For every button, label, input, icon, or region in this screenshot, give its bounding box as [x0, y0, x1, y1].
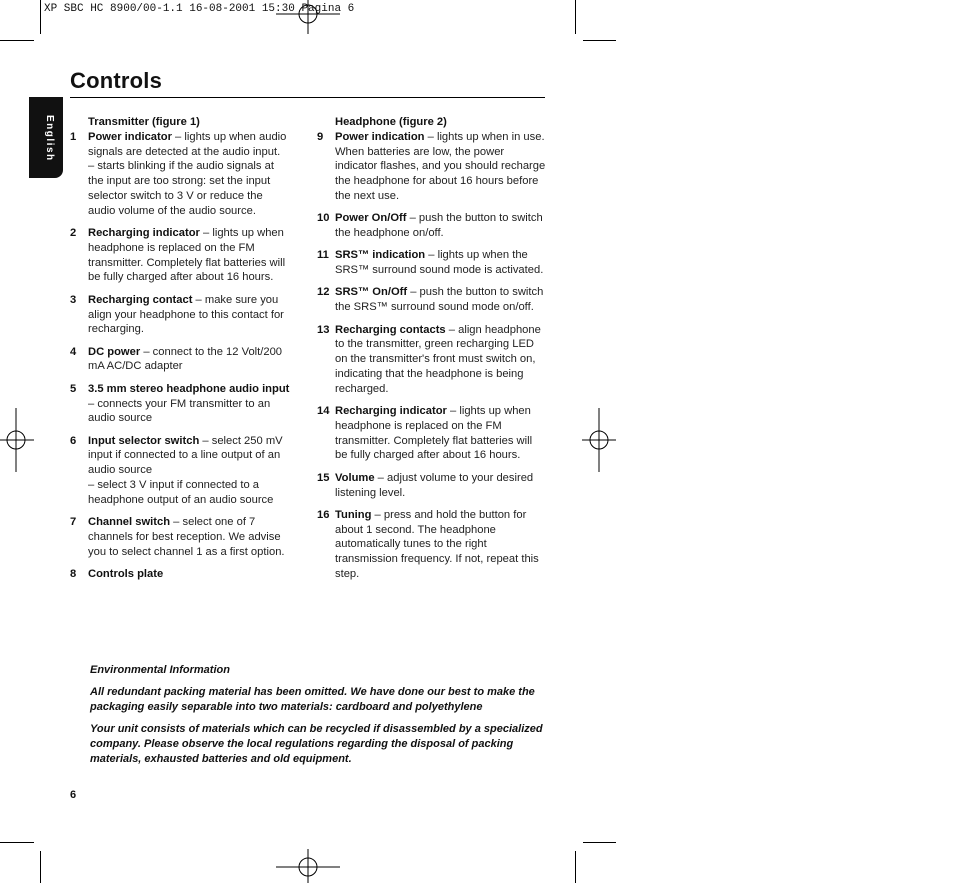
headphone-heading: Headphone (figure 2)	[335, 116, 447, 128]
item-term: Recharging indicator	[88, 227, 200, 240]
list-item	[70, 345, 292, 375]
item-number: 5	[70, 382, 77, 395]
registration-mark-top	[276, 0, 340, 34]
headphone-list	[317, 130, 547, 582]
transmitter-heading: Transmitter (figure 1)	[88, 116, 200, 128]
item-body	[335, 471, 547, 501]
item-description: – select 250 mV input if connected to a line output of an audio source	[88, 434, 283, 477]
transmitter-column	[70, 115, 292, 589]
title-rule	[70, 97, 545, 98]
language-tab	[29, 97, 63, 178]
item-description: – make sure you align your headphone to this contact for recharging.	[88, 293, 284, 336]
list-item	[70, 130, 292, 219]
item-body	[335, 211, 547, 241]
crop-mark	[0, 842, 34, 843]
item-term: DC power	[88, 345, 141, 358]
item-body	[335, 285, 547, 315]
page-number: 6	[70, 789, 77, 801]
item-description: – connect to the 12 Volt/200 mA AC/DC adapter	[88, 345, 283, 373]
list-item	[317, 508, 547, 582]
item-number: 14	[317, 405, 330, 418]
item-term: Recharging contacts	[335, 323, 446, 336]
item-description: – press and hold the button for about 1 second. The headphone automatically tunes to the right transmission frequency. If not, repeat this step.	[335, 508, 539, 581]
list-item	[317, 248, 547, 278]
item-body	[335, 248, 547, 278]
item-term: Recharging contact	[88, 293, 193, 306]
item-body	[335, 323, 547, 397]
item-number: 8	[70, 568, 77, 581]
list-item	[317, 211, 547, 241]
item-number: 1	[70, 130, 77, 143]
item-body	[335, 130, 547, 204]
item-description: – push the button to switch the headphone on/off.	[335, 212, 543, 240]
item-term: SRS™ indication	[335, 249, 426, 262]
item-description: – lights up when the SRS™ surround sound mode is activated.	[335, 249, 544, 277]
list-item	[317, 285, 547, 315]
item-number: 9	[317, 130, 324, 143]
page-title: Controls	[70, 68, 163, 93]
item-number: 10	[317, 212, 330, 225]
item-body	[335, 404, 547, 463]
item-term: Recharging indicator	[335, 405, 447, 418]
item-number: 6	[70, 434, 77, 447]
list-item	[70, 226, 292, 285]
crop-mark	[40, 851, 41, 883]
item-term: Power indicator	[88, 130, 172, 143]
item-body	[88, 293, 292, 337]
headphone-column	[317, 115, 547, 589]
item-description: – adjust volume to your desired listening level.	[335, 471, 534, 499]
item-number: 13	[317, 323, 330, 336]
item-number: 2	[70, 227, 77, 240]
item-description: – connects your FM transmitter to an audio source	[88, 397, 271, 425]
transmitter-list	[70, 130, 292, 582]
item-term: 3.5 mm stereo headphone audio input	[88, 382, 290, 395]
item-body	[88, 567, 292, 582]
list-item	[317, 404, 547, 463]
registration-mark-left	[0, 408, 34, 472]
item-description: – select one of 7 channels for best reception. We advise you to select channel 1 as a first option.	[88, 516, 285, 558]
item-number: 4	[70, 345, 77, 358]
item-term: Power indication	[335, 130, 425, 143]
item-extra-note: – starts blinking if the audio signals at the input are too strong: set the input selector switch to 3 V or reduce the audio volume of the audio source.	[88, 160, 274, 217]
item-description: – lights up when audio signals are detected at the audio input.	[88, 130, 287, 158]
registration-mark-right	[582, 408, 616, 472]
item-body	[335, 508, 547, 582]
item-number: 7	[70, 516, 77, 529]
item-term: Power On/Off	[335, 212, 407, 225]
crop-mark	[575, 851, 576, 883]
list-item	[317, 323, 547, 397]
list-item	[70, 293, 292, 337]
registration-mark-bottom	[276, 849, 340, 883]
item-term: Controls plate	[88, 568, 164, 581]
crop-mark	[583, 842, 616, 843]
environmental-paragraph-2: Your unit consists of materials which can be recycled if disassembled by a specialized company. Please observe the local regulations regarding the disposal of packing materials, exhausted batteries and old equipment.	[90, 723, 543, 765]
item-term: Volume	[335, 471, 375, 484]
list-item	[317, 471, 547, 501]
item-body	[88, 130, 292, 219]
item-number: 12	[317, 286, 330, 299]
item-number: 15	[317, 471, 330, 484]
item-description: – push the button to switch the SRS™ surround sound mode on/off.	[335, 286, 544, 314]
list-item	[70, 515, 292, 559]
item-term: Channel switch	[88, 516, 171, 529]
item-body	[88, 226, 292, 285]
list-item	[70, 434, 292, 508]
item-number: 16	[317, 508, 330, 521]
item-number: 3	[70, 293, 77, 306]
item-term: SRS™ On/Off	[335, 286, 408, 299]
crop-mark	[575, 0, 576, 34]
crop-mark	[0, 40, 34, 41]
item-description: – align headphone to the transmitter, green recharging LED on the transmitter's front must switch on, indicating that the headphone is being recharged.	[335, 323, 541, 395]
item-description: – lights up when headphone is replaced on the FM transmitter. Completely flat batteries will be fully charged after about 16 hours.	[88, 227, 286, 284]
print-header: XP SBC HC 8900/00-1.1 16-08-2001 15:30 Pagina 6	[44, 3, 355, 15]
environmental-paragraph-1: All redundant packing material has been omitted. We have done our best to make the packaging easily separable into two materials: cardboard and polyethylene	[90, 686, 535, 713]
environmental-info	[90, 663, 550, 774]
item-body	[88, 515, 292, 559]
language-tab-label: English	[44, 115, 55, 162]
item-body	[88, 434, 292, 508]
item-description: – lights up when headphone is replaced on the FM transmitter. Completely flat batteries will be fully charged after about 16 hours.	[335, 405, 533, 462]
item-number: 11	[317, 249, 329, 262]
list-item	[70, 382, 292, 426]
list-item	[70, 567, 292, 582]
item-term: Input selector switch	[88, 434, 200, 447]
item-description: – lights up when in use. When batteries are low, the power indicator flashes, and you should recharge the headphone for about 16 hours before the next use.	[335, 130, 546, 202]
list-item	[317, 130, 547, 204]
item-body	[88, 345, 292, 375]
item-term: Tuning	[335, 508, 372, 521]
environmental-heading: Environmental Information	[90, 664, 230, 676]
item-body	[88, 382, 292, 426]
crop-mark	[40, 0, 41, 34]
item-extra-note: – select 3 V input if connected to a headphone output of an audio source	[88, 479, 274, 506]
crop-mark	[583, 40, 616, 41]
